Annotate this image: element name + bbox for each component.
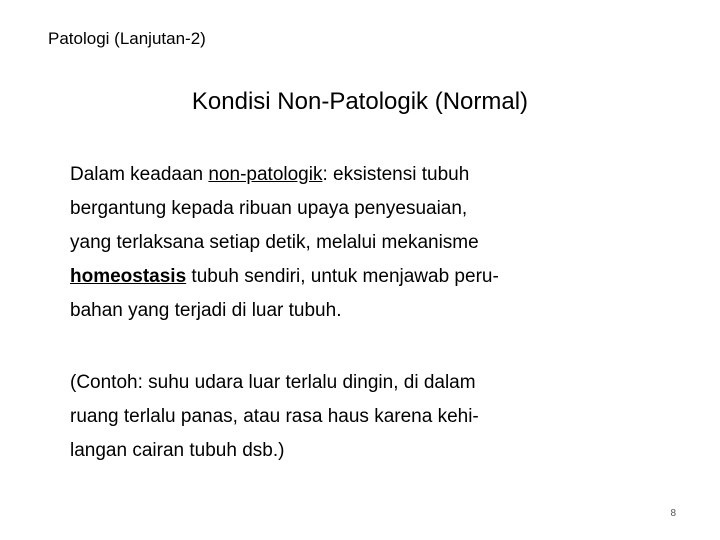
paragraph-line: langan cairan tubuh dsb.): [70, 440, 285, 461]
paragraph-line: [70, 158, 660, 192]
text-segment: Dalam keadaan: [70, 164, 209, 185]
paragraph-example: [70, 366, 660, 468]
paragraph-line: ruang terlalu panas, atau rasa haus karena kehi-: [70, 406, 479, 427]
text-segment: : eksistensi tubuh: [322, 164, 470, 185]
paragraph-line: bahan yang terjadi di luar tubuh.: [70, 300, 342, 321]
text-segment: tubuh sendiri, untuk menjawab peru-: [186, 266, 499, 287]
paragraph-definition: [70, 158, 660, 328]
term-homeostasis: homeostasis: [70, 266, 187, 287]
paragraph-line: (Contoh: suhu udara luar terlalu dingin, di dalam: [70, 372, 476, 393]
paragraph-line: yang terlaksana setiap detik, melalui mekanisme: [70, 232, 479, 253]
slide-title: Kondisi Non-Patologik (Normal): [191, 88, 529, 115]
term-non-patologik: non-patologik: [208, 164, 323, 185]
page-number: 8: [670, 508, 676, 519]
slide-header: Patologi (Lanjutan-2): [48, 29, 206, 48]
paragraph-line: bergantung kepada ribuan upaya penyesuaian,: [70, 198, 468, 219]
paragraph-line: [70, 260, 660, 294]
